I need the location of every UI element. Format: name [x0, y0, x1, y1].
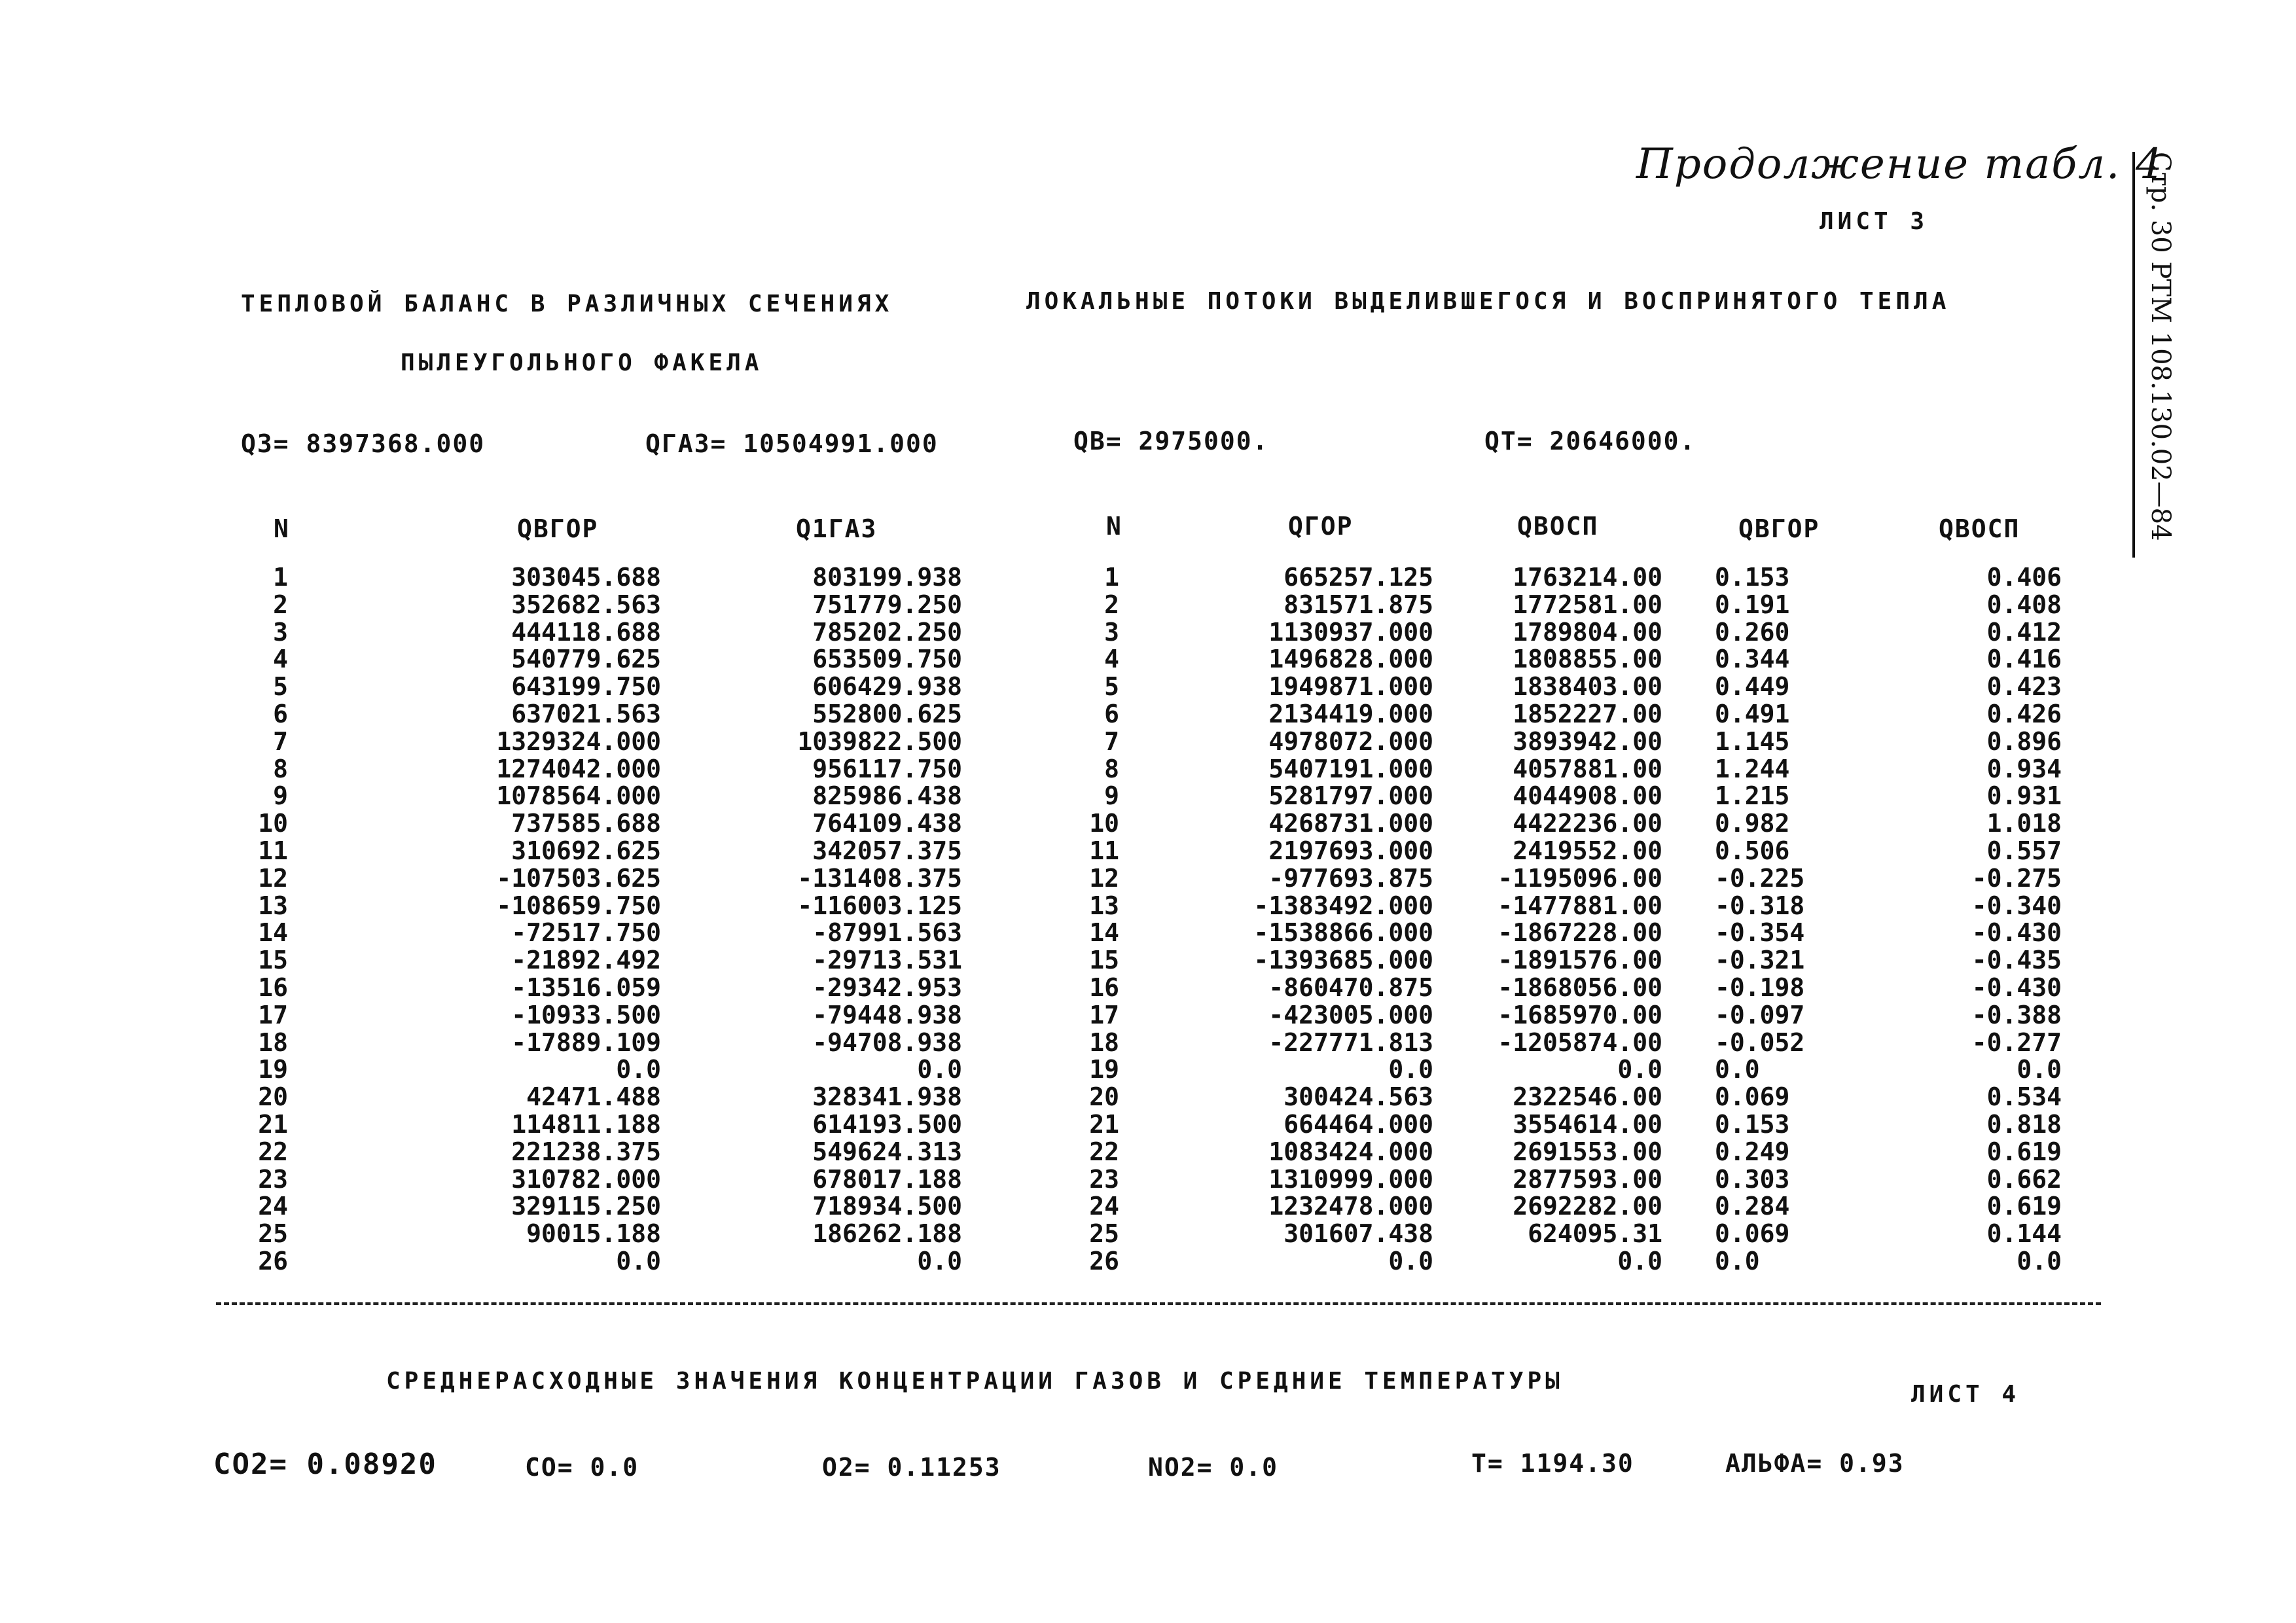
table-cell: -13516.059 [511, 972, 661, 1002]
table-cell: 4422236.00 [1513, 809, 1662, 838]
table-cell: 2691553.00 [1513, 1137, 1662, 1166]
table-cell: 12 [1089, 863, 1119, 893]
table-cell: -0.430 [1971, 972, 2062, 1002]
table-cell: -977693.875 [1268, 863, 1433, 893]
table-cell: 1.244 [1715, 754, 1790, 783]
table-cell: -17889.109 [511, 1027, 661, 1057]
table-cell: 718934.500 [812, 1192, 962, 1221]
table-cell: 17 [258, 1000, 288, 1029]
dashed-separator [216, 1302, 2101, 1305]
table-cell: 0.423 [1986, 672, 2062, 702]
table-cell: 21 [1089, 1109, 1119, 1139]
table-cell: 1808855.00 [1513, 645, 1662, 674]
col-header-n-right: N [1106, 512, 1122, 541]
value-co2: CO2= 0.08920 [213, 1448, 437, 1481]
table-cell: 11 [1089, 836, 1119, 865]
table-cell: 26 [1089, 1246, 1119, 1275]
table-cell: 0.260 [1715, 617, 1790, 647]
col-header-q1gaz: Q1ГАЗ [796, 514, 878, 543]
table-cell: 0.069 [1715, 1082, 1790, 1112]
table-cell: 0.0 [1388, 1055, 1433, 1084]
table-cell: 624095.31 [1528, 1219, 1662, 1249]
table-cell: -29713.531 [812, 946, 962, 975]
table-cell: 0.406 [1986, 563, 2062, 592]
side-page-label: Стр. 30 РТМ 108.130.02—84 [2132, 152, 2170, 558]
table-cell: 637021.563 [511, 699, 661, 728]
table-cell: 4 [1104, 645, 1119, 674]
table-cell: 11 [258, 836, 288, 865]
table-cell: 0.0 [616, 1246, 661, 1275]
sheet-3-label: ЛИСТ 3 [1820, 208, 1929, 235]
table-cell: 0.491 [1715, 699, 1790, 728]
value-o2: O2= 0.11253 [822, 1453, 1001, 1482]
value-no2: NO2= 0.0 [1148, 1453, 1279, 1482]
heading-left-line1: ТЕПЛОВОЙ БАЛАНС В РАЗЛИЧНЫХ СЕЧЕНИЯХ [241, 291, 893, 317]
table-cell: -0.340 [1971, 891, 2062, 920]
table-cell: 1.215 [1715, 781, 1790, 811]
table-cell: 0.344 [1715, 645, 1790, 674]
value-temperature: T= 1194.30 [1471, 1449, 1634, 1478]
table-cell: 549624.313 [812, 1137, 962, 1166]
table-cell: 0.0 [2017, 1055, 2062, 1084]
table-cell: -107503.625 [496, 863, 661, 893]
table-cell: 3893942.00 [1513, 726, 1662, 756]
table-cell: 653509.750 [812, 645, 962, 674]
table-cell: -0.052 [1715, 1027, 1805, 1057]
table-cell: 300424.563 [1283, 1082, 1433, 1112]
table-cell: 24 [1089, 1192, 1119, 1221]
table-cell: 0.153 [1715, 563, 1790, 592]
table-cell: 14 [1089, 918, 1119, 948]
table-cell: 0.0 [1388, 1246, 1433, 1275]
table-cell: 310692.625 [511, 836, 661, 865]
table-cell: 2692282.00 [1513, 1192, 1662, 1221]
table-cell: 0.0 [1617, 1246, 1662, 1275]
table-cell: 1496828.000 [1268, 645, 1433, 674]
table-cell: -116003.125 [797, 891, 962, 920]
table-cell: -0.275 [1971, 863, 2062, 893]
table-cell: 13 [1089, 891, 1119, 920]
table-cell: 5407191.000 [1268, 754, 1433, 783]
table-cell: 0.0 [1617, 1055, 1662, 1084]
table-cell: -0.097 [1715, 1000, 1805, 1029]
table-cell: 18 [258, 1027, 288, 1057]
table-cell: -94708.938 [812, 1027, 962, 1057]
table-cell: 0.662 [1986, 1164, 2062, 1194]
table-cell: 0.619 [1986, 1192, 2062, 1221]
table-cell: -0.225 [1715, 863, 1805, 893]
table-cell: -1891576.00 [1498, 946, 1662, 975]
table-cell: 0.534 [1986, 1082, 2062, 1112]
table-cell: 678017.188 [812, 1164, 962, 1194]
column-q1gaz [713, 564, 962, 1275]
table-cell: 22 [258, 1137, 288, 1166]
table-cell: 2 [273, 590, 288, 619]
table-cell: 5281797.000 [1268, 781, 1433, 811]
table-cell: -860470.875 [1268, 972, 1433, 1002]
table-cell: 5 [273, 672, 288, 702]
table-cell: 0.0 [2017, 1246, 2062, 1275]
table-cell: -0.354 [1715, 918, 1805, 948]
table-cell: 1 [273, 563, 288, 592]
table-cell: 26 [258, 1246, 288, 1275]
column-n-left [216, 564, 288, 1275]
table-cell: 8 [273, 754, 288, 783]
table-cell: 0.0 [1715, 1246, 1760, 1275]
total-qv: QВ= 2975000. [1073, 427, 1269, 455]
table-cell: -1205874.00 [1498, 1027, 1662, 1057]
table-cell: 14 [258, 918, 288, 948]
table-cell: 310782.000 [511, 1164, 661, 1194]
table-cell: 0.934 [1986, 754, 2062, 783]
table-cell: 0.506 [1715, 836, 1790, 865]
column-qvosp-rel [1937, 564, 2062, 1275]
table-cell: 552800.625 [812, 699, 962, 728]
table-cell: -1383492.000 [1253, 891, 1433, 920]
table-cell: -0.321 [1715, 946, 1805, 975]
total-qt: QТ= 20646000. [1484, 427, 1696, 455]
table-cell: 0.896 [1986, 726, 2062, 756]
col-header-qvgor-rel: QВГОР [1738, 514, 1820, 543]
table-cell: 1130937.000 [1268, 617, 1433, 647]
table-cell: 25 [1089, 1219, 1119, 1249]
table-cell: 42471.488 [526, 1082, 661, 1112]
table-cell: 24 [258, 1192, 288, 1221]
table-cell: -87991.563 [812, 918, 962, 948]
value-alpha: АЛЬФА= 0.93 [1725, 1449, 1905, 1478]
column-qgor [1178, 564, 1433, 1275]
table-cell: 2 [1104, 590, 1119, 619]
table-cell: -131408.375 [797, 863, 962, 893]
table-cell: -21892.492 [511, 946, 661, 975]
table-cell: -0.435 [1971, 946, 2062, 975]
table-cell: 1 [1104, 563, 1119, 592]
table-cell: 2877593.00 [1513, 1164, 1662, 1194]
table-cell: -108659.750 [496, 891, 661, 920]
column-qvgor-rel [1715, 564, 1846, 1275]
table-cell: 15 [1089, 946, 1119, 975]
table-cell: 825986.438 [812, 781, 962, 811]
total-qgaz: QГАЗ= 10504991.000 [645, 429, 939, 458]
table-cell: 23 [1089, 1164, 1119, 1194]
table-cell: 956117.750 [812, 754, 962, 783]
table-cell: 0.818 [1986, 1109, 2062, 1139]
table-cell: 10 [258, 809, 288, 838]
col-header-n-left: N [274, 514, 290, 543]
table-cell: 665257.125 [1283, 563, 1433, 592]
table-cell: 8 [1104, 754, 1119, 783]
section-4-title: СРЕДНЕРАСХОДНЫЕ ЗНАЧЕНИЯ КОНЦЕНТРАЦИИ ГАЗОВ И СРЕДНИЕ ТЕМПЕРАТУРЫ [386, 1368, 1564, 1395]
table-cell: -0.388 [1971, 1000, 2062, 1029]
table-cell: 301607.438 [1283, 1219, 1433, 1249]
table-cell: 606429.938 [812, 672, 962, 702]
table-cell: 19 [1089, 1055, 1119, 1084]
col-header-qgor: QГОР [1288, 512, 1354, 541]
table-cell: -79448.938 [812, 1000, 962, 1029]
table-cell: 23 [258, 1164, 288, 1194]
table-cell: 2134419.000 [1268, 699, 1433, 728]
table-cell: 0.0 [917, 1246, 962, 1275]
table-cell: 1838403.00 [1513, 672, 1662, 702]
table-cell: 0.0 [1715, 1055, 1760, 1084]
table-cell: 22 [1089, 1137, 1119, 1166]
table-cell: 444118.688 [511, 617, 661, 647]
table-cell: 3 [273, 617, 288, 647]
value-co: CO= 0.0 [525, 1453, 639, 1482]
col-header-qvgor-abs: QВГОР [517, 514, 599, 543]
table-cell: 0.931 [1986, 781, 2062, 811]
table-cell: 785202.250 [812, 617, 962, 647]
table-cell: 186262.188 [812, 1219, 962, 1249]
table-cell: 1.145 [1715, 726, 1790, 756]
table-cell: -72517.750 [511, 918, 661, 948]
column-qvosp-abs [1453, 564, 1662, 1275]
table-cell: -423005.000 [1268, 1000, 1433, 1029]
table-cell: 19 [258, 1055, 288, 1084]
table-cell: 4 [273, 645, 288, 674]
table-cell: 0.144 [1986, 1219, 2062, 1249]
table-cell: 2419552.00 [1513, 836, 1662, 865]
table-cell: 4044908.00 [1513, 781, 1662, 811]
table-cell: -0.430 [1971, 918, 2062, 948]
table-cell: 4978072.000 [1268, 726, 1433, 756]
table-cell: 0.426 [1986, 699, 2062, 728]
table-cell: 1.018 [1986, 809, 2062, 838]
table-cell: 6 [1104, 699, 1119, 728]
table-cell: 1274042.000 [496, 754, 661, 783]
table-cell: 540779.625 [511, 645, 661, 674]
table-cell: 0.284 [1715, 1192, 1790, 1221]
table-cell: 7 [1104, 726, 1119, 756]
table-cell: 0.303 [1715, 1164, 1790, 1194]
table-cell: -1868056.00 [1498, 972, 1662, 1002]
table-cell: 329115.250 [511, 1192, 661, 1221]
sheet-4-label: ЛИСТ 4 [1911, 1381, 2020, 1408]
table-cell: 0.191 [1715, 590, 1790, 619]
table-cell: -1867228.00 [1498, 918, 1662, 948]
table-cell: 5 [1104, 672, 1119, 702]
table-cell: 6 [273, 699, 288, 728]
table-cell: 352682.563 [511, 590, 661, 619]
table-cell: -1685970.00 [1498, 1000, 1662, 1029]
col-header-qvosp-abs: QВОСП [1517, 512, 1599, 541]
table-cell: 9 [273, 781, 288, 811]
table-cell: -10933.500 [511, 1000, 661, 1029]
table-cell: 16 [1089, 972, 1119, 1002]
table-cell: 1083424.000 [1268, 1137, 1433, 1166]
table-cell: 1772581.00 [1513, 590, 1662, 619]
table-cell: 20 [258, 1082, 288, 1112]
column-qvgor-abs [419, 564, 661, 1275]
table-cell: 3 [1104, 617, 1119, 647]
table-cell: 114811.188 [511, 1109, 661, 1139]
table-cell: 1232478.000 [1268, 1192, 1433, 1221]
table-cell: 0.982 [1715, 809, 1790, 838]
table-cell: 303045.688 [511, 563, 661, 592]
table-cell: 1039822.500 [797, 726, 962, 756]
col-header-qvosp-rel: QВОСП [1939, 514, 2020, 543]
table-cell: 0.0 [917, 1055, 962, 1084]
continuation-note: Продолжение табл. 4 [1636, 140, 2164, 188]
table-cell: 0.449 [1715, 672, 1790, 702]
table-cell: 1949871.000 [1268, 672, 1433, 702]
table-cell: 0.557 [1986, 836, 2062, 865]
table-cell: 10 [1089, 809, 1119, 838]
table-cell: -0.277 [1971, 1027, 2062, 1057]
table-cell: -29342.953 [812, 972, 962, 1002]
table-cell: 831571.875 [1283, 590, 1433, 619]
table-cell: 1078564.000 [496, 781, 661, 811]
table-cell: 2322546.00 [1513, 1082, 1662, 1112]
heading-left-line2: ПЫЛЕУГОЛЬНОГО ФАКЕЛА [401, 349, 763, 376]
table-cell: 0.416 [1986, 645, 2062, 674]
table-cell: 13 [258, 891, 288, 920]
table-cell: 643199.750 [511, 672, 661, 702]
table-cell: 25 [258, 1219, 288, 1249]
table-cell: 0.153 [1715, 1109, 1790, 1139]
table-cell: 1310999.000 [1268, 1164, 1433, 1194]
column-n-right [1047, 564, 1119, 1275]
table-cell: 664464.000 [1283, 1109, 1433, 1139]
total-q3: Q3= 8397368.000 [241, 429, 486, 458]
table-cell: 4268731.000 [1268, 809, 1433, 838]
table-cell: 0.249 [1715, 1137, 1790, 1166]
table-cell: 803199.938 [812, 563, 962, 592]
table-cell: 21 [258, 1109, 288, 1139]
table-cell: 221238.375 [511, 1137, 661, 1166]
table-cell: -1393685.000 [1253, 946, 1433, 975]
table-cell: 342057.375 [812, 836, 962, 865]
table-cell: 0.619 [1986, 1137, 2062, 1166]
table-cell: -1195096.00 [1498, 863, 1662, 893]
table-cell: 1763214.00 [1513, 563, 1662, 592]
table-cell: -227771.813 [1268, 1027, 1433, 1057]
table-cell: 0.0 [616, 1055, 661, 1084]
table-cell: -0.198 [1715, 972, 1805, 1002]
table-cell: 4057881.00 [1513, 754, 1662, 783]
table-cell: 15 [258, 946, 288, 975]
table-cell: 0.069 [1715, 1219, 1790, 1249]
table-cell: 2197693.000 [1268, 836, 1433, 865]
table-cell: 737585.688 [511, 809, 661, 838]
table-cell: 12 [258, 863, 288, 893]
table-cell: 751779.250 [812, 590, 962, 619]
table-cell: 0.412 [1986, 617, 2062, 647]
table-cell: 90015.188 [526, 1219, 661, 1249]
table-cell: 0.408 [1986, 590, 2062, 619]
table-cell: -1538866.000 [1253, 918, 1433, 948]
table-cell: 614193.500 [812, 1109, 962, 1139]
table-cell: 18 [1089, 1027, 1119, 1057]
table-cell: 16 [258, 972, 288, 1002]
table-cell: 17 [1089, 1000, 1119, 1029]
table-cell: 764109.438 [812, 809, 962, 838]
table-cell: 1789804.00 [1513, 617, 1662, 647]
table-cell: 20 [1089, 1082, 1119, 1112]
table-cell: 1329324.000 [496, 726, 661, 756]
table-cell: 1852227.00 [1513, 699, 1662, 728]
table-cell: -1477881.00 [1498, 891, 1662, 920]
table-cell: 7 [273, 726, 288, 756]
table-cell: 9 [1104, 781, 1119, 811]
table-cell: 328341.938 [812, 1082, 962, 1112]
heading-right: ЛОКАЛЬНЫЕ ПОТОКИ ВЫДЕЛИВШЕГОСЯ И ВОСПРИНЯТОГО ТЕПЛА [1026, 288, 1950, 315]
table-cell: 3554614.00 [1513, 1109, 1662, 1139]
table-cell: -0.318 [1715, 891, 1805, 920]
